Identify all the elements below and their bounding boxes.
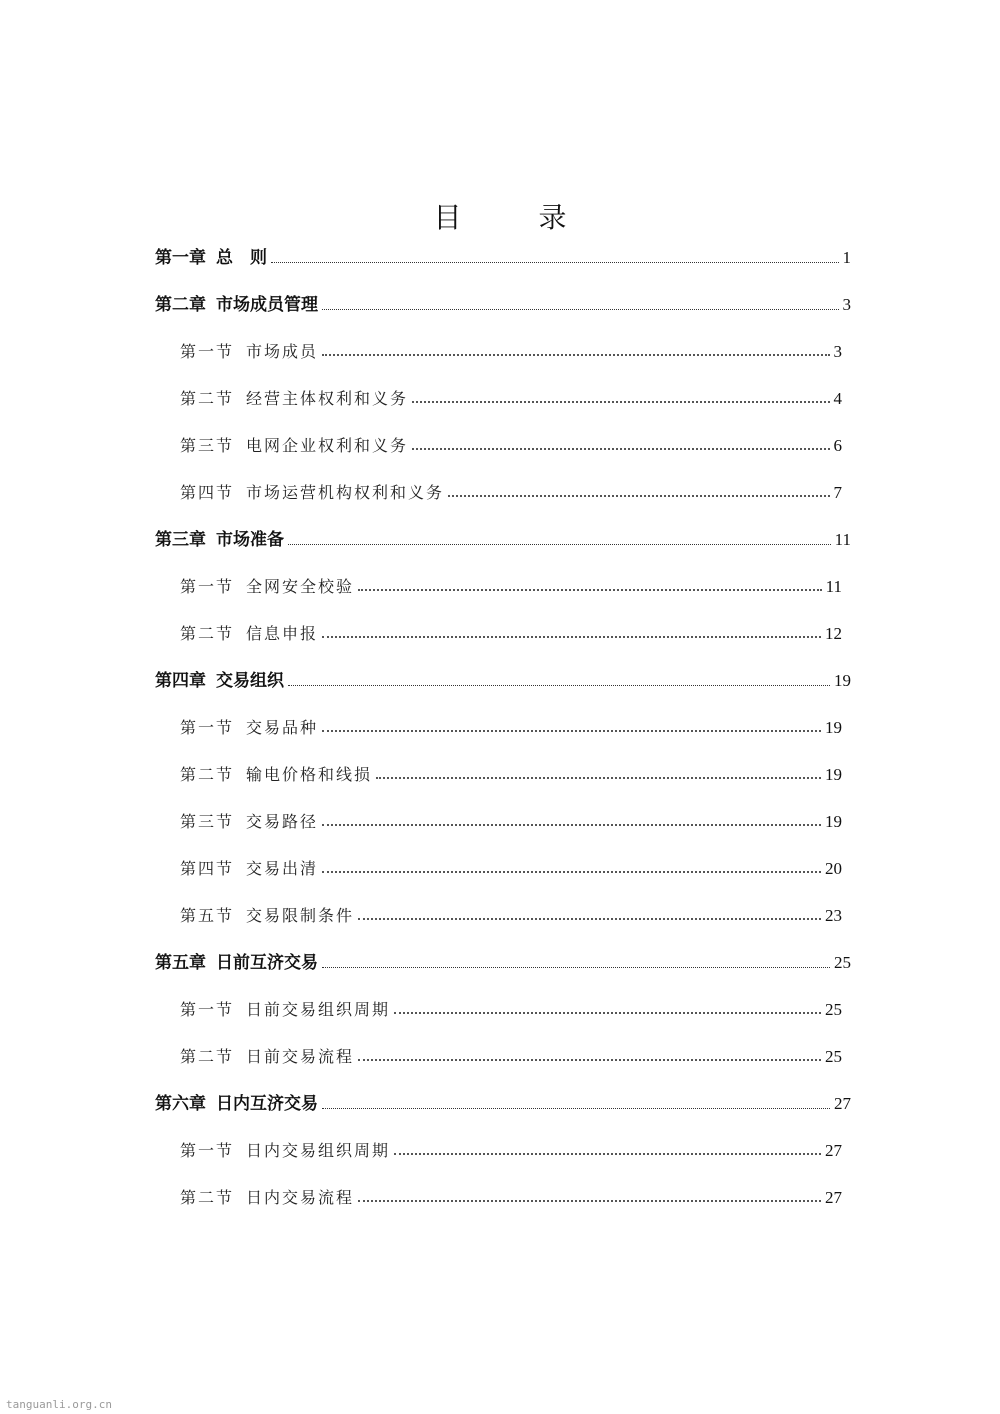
toc-entry-number: 第六章 xyxy=(155,1094,206,1114)
toc-dot-leader xyxy=(412,401,829,403)
toc-page-number: 19 xyxy=(834,671,851,690)
toc-chapter-entry[interactable] xyxy=(155,520,851,550)
toc-section-entry[interactable] xyxy=(180,755,842,785)
toc-chapter-entry[interactable] xyxy=(155,238,851,268)
toc-page-number: 3 xyxy=(842,295,851,314)
toc-entry-heading: 输电价格和线损 xyxy=(246,765,373,784)
toc-entry-heading: 市场成员管理 xyxy=(216,295,318,315)
toc-entry-heading: 市场准备 xyxy=(216,530,284,550)
toc-entry-number: 第四节 xyxy=(180,859,235,878)
toc-chapter-entry[interactable] xyxy=(155,285,851,315)
toc-entry-number: 第二节 xyxy=(180,624,235,643)
toc-dot-leader xyxy=(376,777,821,779)
toc-page-number: 11 xyxy=(834,530,851,549)
toc-dot-leader xyxy=(288,685,830,686)
toc-section-entry[interactable] xyxy=(180,614,842,644)
toc-dot-leader xyxy=(448,495,829,497)
toc-chapter-entry[interactable] xyxy=(155,1084,851,1114)
toc-page-number: 25 xyxy=(825,1047,842,1066)
toc-entry-number: 第二节 xyxy=(180,1188,235,1207)
toc-section-entry[interactable] xyxy=(180,1037,842,1067)
toc-entry-number: 第二节 xyxy=(180,1047,235,1066)
toc-page-number: 7 xyxy=(833,483,842,502)
toc-entry-heading: 日内交易组织周期 xyxy=(246,1141,391,1160)
toc-entry-number: 第四节 xyxy=(180,483,235,502)
toc-entry-heading: 日内互济交易 xyxy=(216,1094,318,1114)
toc-section-entry[interactable] xyxy=(180,567,842,597)
toc-dot-leader xyxy=(271,262,839,263)
toc-title: 目 录 xyxy=(433,201,601,234)
toc-entry-number: 第二章 xyxy=(155,295,206,315)
toc-dot-leader xyxy=(322,309,839,310)
toc-dot-leader xyxy=(322,1108,830,1109)
toc-dot-leader xyxy=(358,589,822,591)
toc-entry-heading: 交易组织 xyxy=(216,671,284,691)
toc-dot-leader xyxy=(412,448,829,450)
toc-page-number: 25 xyxy=(834,953,851,972)
toc-dot-leader xyxy=(322,824,821,826)
toc-entry-number: 第一章 xyxy=(155,248,206,268)
toc-dot-leader xyxy=(322,636,821,638)
toc-page-number: 27 xyxy=(825,1188,842,1207)
toc-entry-number: 第二节 xyxy=(180,389,235,408)
toc-section-entry[interactable] xyxy=(180,473,842,503)
toc-entry-heading: 交易路径 xyxy=(246,812,319,831)
toc-entry-heading: 交易限制条件 xyxy=(246,906,355,925)
toc-page-number: 27 xyxy=(834,1094,851,1113)
toc-section-entry[interactable] xyxy=(180,896,842,926)
toc-entry-heading: 电网企业权利和义务 xyxy=(246,436,409,455)
toc-dot-leader xyxy=(358,1200,821,1202)
toc-entry-number: 第一节 xyxy=(180,342,235,361)
toc-dot-leader xyxy=(288,544,831,545)
toc-section-entry[interactable] xyxy=(180,708,842,738)
toc-chapter-entry[interactable] xyxy=(155,943,851,973)
toc-section-entry[interactable] xyxy=(180,426,842,456)
toc-entry-heading: 交易出清 xyxy=(246,859,319,878)
toc-dot-leader xyxy=(322,730,821,732)
toc-entry-heading: 日前交易流程 xyxy=(246,1047,355,1066)
toc-entry-number: 第五节 xyxy=(180,906,235,925)
toc-section-entry[interactable] xyxy=(180,849,842,879)
toc-entry-number: 第一节 xyxy=(180,1000,235,1019)
toc-page-number: 1 xyxy=(842,248,851,267)
toc-chapter-entry[interactable] xyxy=(155,661,851,691)
toc-entry-number: 第三节 xyxy=(180,436,235,455)
toc-page-number: 6 xyxy=(833,436,842,455)
toc-entry-heading: 全网安全校验 xyxy=(246,577,355,596)
toc-page-number: 19 xyxy=(825,718,842,737)
toc-page-number: 3 xyxy=(833,342,842,361)
toc-page-number: 20 xyxy=(825,859,842,878)
toc-entry-heading: 日内交易流程 xyxy=(246,1188,355,1207)
toc-page-number: 19 xyxy=(825,765,842,784)
toc-dot-leader xyxy=(358,918,821,920)
toc-dot-leader xyxy=(394,1012,821,1014)
toc-entry-number: 第二节 xyxy=(180,765,235,784)
toc-dot-leader xyxy=(358,1059,821,1061)
toc-entry-heading: 日前交易组织周期 xyxy=(246,1000,391,1019)
toc-page-number: 12 xyxy=(825,624,842,643)
toc-entry-heading: 日前互济交易 xyxy=(216,953,318,973)
toc-entry-heading: 市场成员 xyxy=(246,342,319,361)
toc-page-number: 27 xyxy=(825,1141,842,1160)
toc-entry-number: 第一节 xyxy=(180,718,235,737)
toc-dot-leader xyxy=(394,1153,821,1155)
toc-entry-heading: 交易品种 xyxy=(246,718,319,737)
toc-section-entry[interactable] xyxy=(180,1178,842,1208)
toc-entry-number: 第三节 xyxy=(180,812,235,831)
toc-entry-heading: 总 则 xyxy=(216,248,267,268)
toc-section-entry[interactable] xyxy=(180,1131,842,1161)
toc-dot-leader xyxy=(322,354,829,356)
toc-entry-heading: 信息申报 xyxy=(246,624,319,643)
toc-dot-leader xyxy=(322,871,821,873)
toc-page-number: 25 xyxy=(825,1000,842,1019)
toc-entry-number: 第四章 xyxy=(155,671,206,691)
toc-page-number: 11 xyxy=(825,577,842,596)
toc-entry-number: 第三章 xyxy=(155,530,206,550)
toc-page-number: 23 xyxy=(825,906,842,925)
toc-dot-leader xyxy=(322,967,830,968)
toc-section-entry[interactable] xyxy=(180,990,842,1020)
toc-section-entry[interactable] xyxy=(180,332,842,362)
toc-entry-heading: 经营主体权利和义务 xyxy=(246,389,409,408)
toc-entry-number: 第一节 xyxy=(180,577,235,596)
toc-section-entry[interactable] xyxy=(180,379,842,409)
toc-section-entry[interactable] xyxy=(180,802,842,832)
watermark-text: tanguanli.org.cn xyxy=(6,1398,112,1411)
toc-page-number: 19 xyxy=(825,812,842,831)
toc-entry-heading: 市场运营机构权利和义务 xyxy=(246,483,445,502)
toc-entry-number: 第五章 xyxy=(155,953,206,973)
toc-entry-number: 第一节 xyxy=(180,1141,235,1160)
toc-page-number: 4 xyxy=(833,389,842,408)
